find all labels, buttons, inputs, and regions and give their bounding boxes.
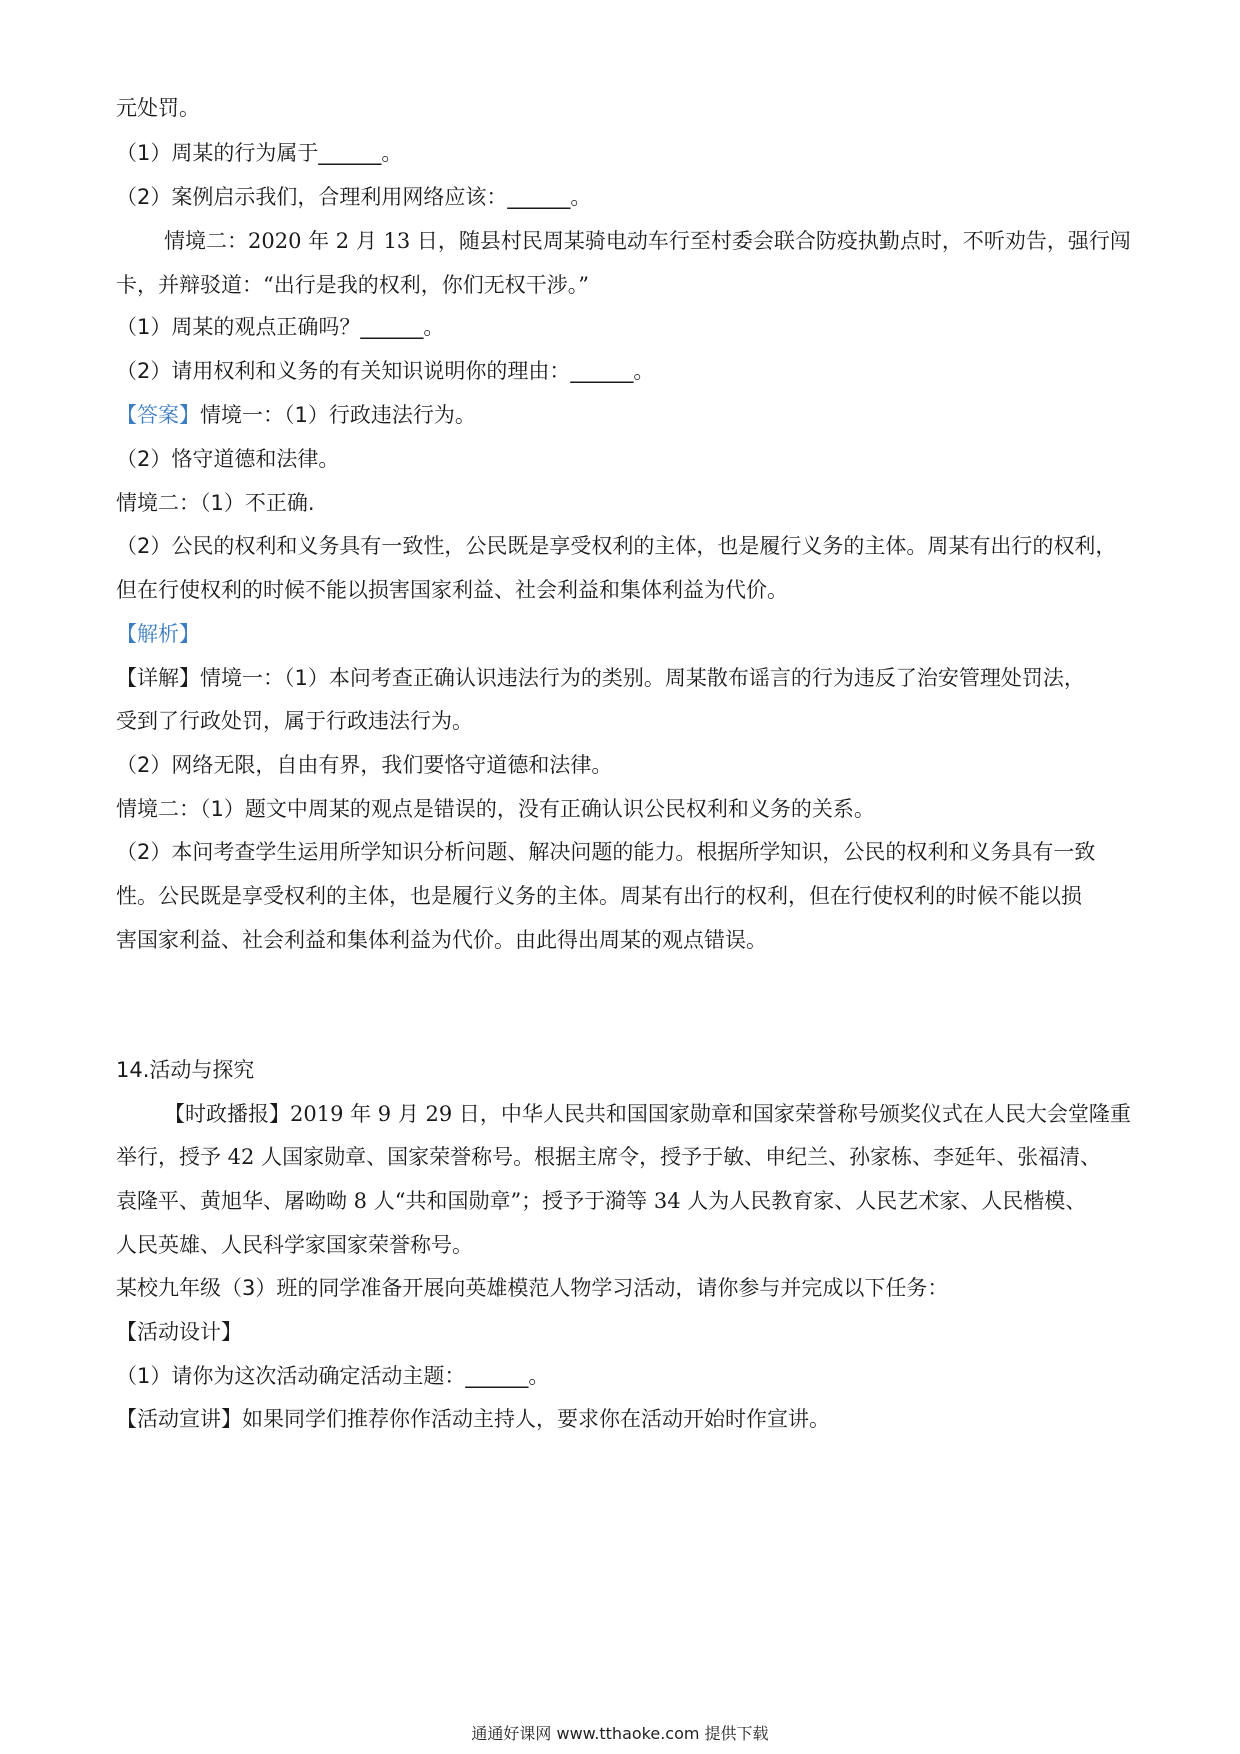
news-text: 【时政播报】2019 年 9 月 29 日，中华人民共和国国家勋章和国家荣誉称号颁奖仪式在人民大会堂隆重 <box>164 1102 1131 1126</box>
question-title: 14.活动与探究 <box>116 1058 255 1082</box>
answer-line: （2）恪守道德和法律。 <box>116 447 340 471</box>
activity-text: 如果同学们推荐你作活动主持人，要求你在活动开始时作宣讲。 <box>242 1407 830 1431</box>
answer-text: 情境一：（1）行政违法行为。 <box>200 403 476 427</box>
analysis-line: （2）本问考查学生运用所学知识分析问题、解决问题的能力。根据所学知识，公民的权利和义务具有一致 <box>116 840 1096 864</box>
analysis-line: 受到了行政处罚，属于行政违法行为。 <box>116 709 473 733</box>
activity-line <box>116 1404 1140 1434</box>
analysis-line: 害国家利益、社会利益和集体利益为代价。由此得出周某的观点错误。 <box>116 928 767 952</box>
text-line: 元处罚。 <box>116 96 200 120</box>
answer-line <box>116 400 1140 430</box>
footer-watermark: 通通好课网 www.tthaoke.com 提供下载 <box>471 1724 769 1743</box>
task-intro: 某校九年级（3）班的同学准备开展向英雄模范人物学习活动，请你参与并完成以下任务： <box>116 1276 949 1300</box>
news-text: 袁隆平、黄旭华、屠呦呦 8 人“共和国勋章”；授予于漪等 34 人为人民教育家、人民艺术家、人民楷模、 <box>116 1189 1087 1213</box>
analysis-tag: 【解析】 <box>116 622 200 646</box>
analysis-line: （2）网络无限，自由有界，我们要恪守道德和法律。 <box>116 753 613 777</box>
analysis-line: 性。公民既是享受权利的主体，也是履行义务的主体。周某有出行的权利，但在行使权利的时候不能以损 <box>116 884 1082 908</box>
answer-tag: 【答案】 <box>116 403 200 427</box>
answer-line: 情境二：（1）不正确. <box>116 491 315 515</box>
activity-tag: 【活动宣讲】 <box>116 1407 242 1431</box>
section-tag: 【活动设计】 <box>116 1320 242 1344</box>
answer-line: 但在行使权利的时候不能以损害国家利益、社会利益和集体利益为代价。 <box>116 578 788 602</box>
scenario-text: 卡，并辩驳道：“出行是我的权利，你们无权干涉。” <box>116 273 589 297</box>
question-line: （1）请你为这次活动确定活动主题：______。 <box>116 1364 550 1388</box>
answer-line: （2）公民的权利和义务具有一致性，公民既是享受权利的主体，也是履行义务的主体。周某有出行的权利， <box>116 534 1117 558</box>
question-line: （2）请用权利和义务的有关知识说明你的理由：______。 <box>116 359 655 383</box>
news-text: 人民英雄、人民科学家国家荣誉称号。 <box>116 1233 473 1257</box>
question-line: （2）案例启示我们，合理利用网络应该：______。 <box>116 185 592 209</box>
scenario-text: 情境二：2020 年 2 月 13 日，随县村民周某骑电动车行至村委会联合防疫执勤点时，不听劝告，强行闯 <box>164 229 1131 253</box>
question-line: （1）周某的行为属于______。 <box>116 141 403 165</box>
analysis-line: 【详解】情境一：（1）本问考查正确认识违法行为的类别。周某散布谣言的行为违反了治安管理处罚法， <box>116 666 1085 690</box>
news-text: 举行，授予 42 人国家勋章、国家荣誉称号。根据主席令，授予于敏、申纪兰、孙家栋、李延年、张福清、 <box>116 1145 1102 1169</box>
analysis-line: 情境二：（1）题文中周某的观点是错误的，没有正确认识公民权利和义务的关系。 <box>116 797 875 821</box>
question-line: （1）周某的观点正确吗？______。 <box>116 315 445 339</box>
